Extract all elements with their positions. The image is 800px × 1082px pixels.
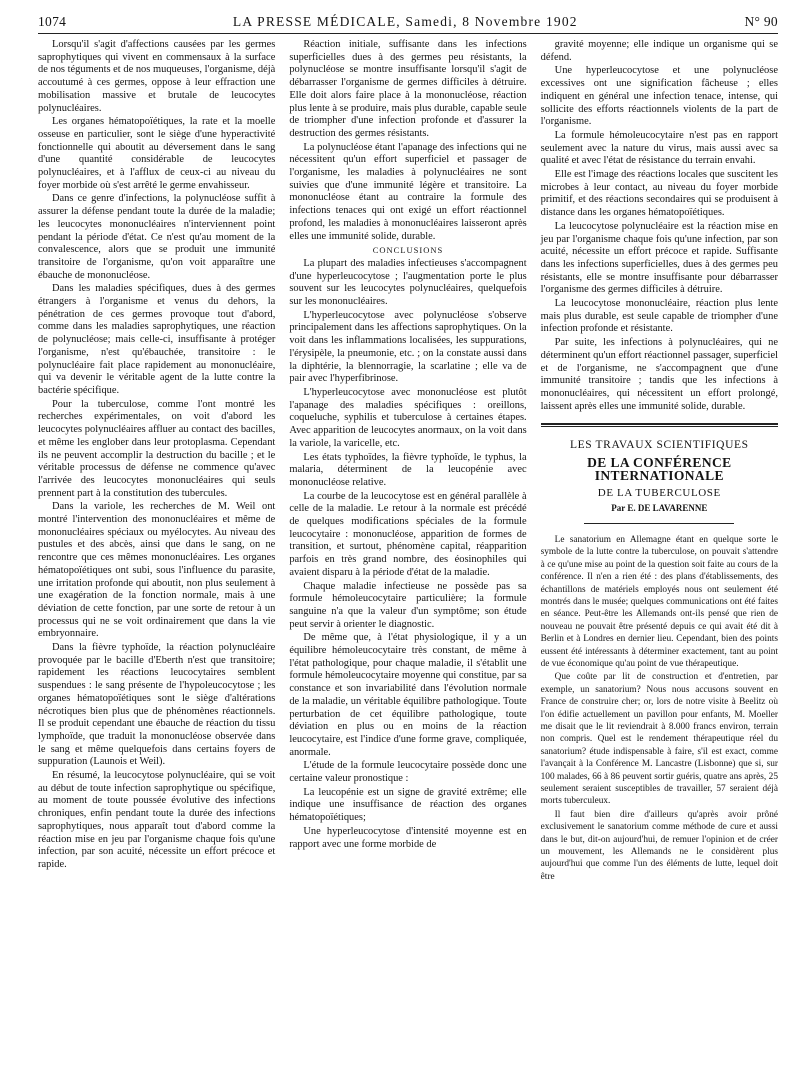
paragraph: L'hyperleucocytose avec polynucléose s'observe principalement dans les affections saprophytiques. On la voit dans les inflammations localisées, les suppurations, l'érysipèle, la pneumonie, etc. ; on la constate aussi dans la diphtérie, la blennorragie, la scarlatine ; elle va de pair avec l'hyperfibrinose. xyxy=(289,309,527,385)
article-rule-thick xyxy=(541,423,778,425)
article-kicker: LES TRAVAUX SCIENTIFIQUES xyxy=(570,439,749,452)
paragraph: Par suite, les infections à polynucléaires, qui ne déterminent qu'un effort réactionnel passager, superficiel et de l'organisme, ne s'accompagnent que d'une immunité transitoire ; tandis que les infections à mononucléaires, qui nécessitent un effort prolongé, laissent après elles une immunité solide, durable. xyxy=(540,337,778,412)
column-1 xyxy=(38,39,275,884)
paragraph: La formule hémoleucocytaire n'est pas en rapport seulement avec la nature du virus, mais aussi avec sa qualité et avec l'état de résistance du terrain envahi. xyxy=(540,129,778,167)
paragraph: Chaque maladie infectieuse ne possède pas sa formule hémoleucocytaire particulière; la formule sanguine n'a que la valeur d'un symptôme; son étude peut servir à orienter le diagnostic. xyxy=(289,580,527,630)
paragraph: Elle est l'image des réactions locales que suscitent les microbes à leur contact, au niveau du foyer morbide primitif, et des réactions secondaires qui se produisent à distance dans les organes hématopoïétiques. xyxy=(540,169,778,219)
paragraph: L'hyperleucocytose avec mononucléose est plutôt l'apanage des maladies spécifiques : oreillons, coqueluche, syphilis et tuberculose à certaines étapes. Avec apparition de leucocytes anormaux, on la voit dans la variole, la varicelle, etc. xyxy=(289,386,527,449)
article-block xyxy=(541,423,778,883)
paragraph: Pour la tuberculose, comme l'ont montré les recherches expérimentales, on voit d'abord les leucocytes polynucléaires affluer au contact des bacilles, et même les englober dans leur protoplasma. Cependant ils ne peuvent accomplir la destruction du bacille ; et le véritable processus de défense ne commence qu'avec l'arrivée des leucocytes mononucléaires qui seuls prennent part à la constitution des tubercules. xyxy=(38,398,276,499)
paragraph: Les états typhoïdes, la fièvre typhoïde, le typhus, la malaria, déterminent de la leucopénie avec mononucléose relative. xyxy=(289,451,527,488)
paragraph: La leucocytose mononucléaire, réaction plus lente mais plus durable, est seule capable de triompher d'une infection profonde et résistante. xyxy=(540,298,778,335)
paragraph: Les organes hématopoïétiques, la rate et la moelle osseuse en particulier, sont le siège d'une hyperactivité fonctionnelle qui aboutit au déversement dans le sang d'une quantité considérable de leucocytes polynucléaires, et à l'afflux de ceux-ci au niveau du foyer morbide où s'est arrêté le germe envahisseur. xyxy=(38,116,276,191)
column-2 xyxy=(289,39,526,884)
paragraph: Dans la fièvre typhoïde, la réaction polynucléaire provoquée par le bacille d'Eberth n'est que transitoire; rapidement les réactions leucocytaires semblent suspendues : le sang présente de l'hypoleucocytose ; les organes hématopoïétiques sont le siège d'altérations nécrotiques bien plus que de phénomènes réactionnels. Il se produit cependant une ébauche de réaction du tissu lymphoïde, que traduit la mononucléose observée dans le sang et même quelquefois dans certains foyers de suppuration (Launois et Weil). xyxy=(38,642,276,768)
columns xyxy=(38,39,778,884)
paragraph: La plupart des maladies infectieuses s'accompagnent d'une hyperleucocytose ; l'augmentation porte le plus souvent sur les leucocytes polynucléaires, quelquefois sur les mononucléaires. xyxy=(289,257,527,308)
article-rule-thin xyxy=(541,426,778,427)
article-paragraph: Que coûte par lit de construction et d'entretien, par exemple, un sanatorium? Nous nous accusons souvent en France de construire cher; or, lors de notre visite à Beelitz où l'on édifie actuellement un pavillon pour enfants, M. Moeller me disait que le lit reviendrait à 8.000 francs environ, terrain non compris. Quel est le rendement thérapeutique réel du sanatorium? étude indispensable à faire, s'il est exact, comme l'avançait à la Conférence M. Lancastre (Lisbonne) que si, sur 100 malades, 66 à 86 peuvent sortir guéris, quatre ans après, 25 seulement seraient susceptibles de travailler, 57 seraient déjà morts tuberculeux. xyxy=(540,672,778,807)
paragraph: La leucocytose polynucléaire est la réaction mise en jeu par l'organisme chaque fois qu'une infection, par son acuité, nécessite un effort précoce et rapide. Suffisante dans les infections superficielles, dues à des germes peu résistants, elle se montre insuffisante pour débarrasser l'organisme des germes difficiles à détruire. xyxy=(540,220,778,296)
paragraph: La courbe de la leucocytose est en général parallèle à celle de la maladie. Le retour à la normale est précédé de quelques modifications spéciales de la formule leucocytaire : mononucléose, apparition de formes de transition, et surtout, phénomène capital, réapparition parfois en très grand nombre, des éosinophiles qui avaient disparu à la période d'état de la maladie. xyxy=(289,490,527,578)
paragraph: La polynucléose étant l'apanage des infections qui ne nécessitent qu'un effort superficiel et passager de l'organisme, les maladies à polynucléaires ne sont suivies que d'une immunité légère et transitoire. La mononucléose étant au contraire la formule des infections tenaces qui ont exigé un effort réactionnel profond, les maladies à mononucléaires laisseront après elles une immunité solide, durable. xyxy=(289,141,527,242)
article-paragraph: Le sanatorium en Allemagne étant en quelque sorte le symbole de la lutte contre la tuberculose, on pouvait s'attendre à ce qu'une mise au point de la question soit faite au cours de la conférence. Il n'en a rien été : des plans d'établissements, des échantillons de matériels employés nous ont seulement été montrés dans le musée; quelques communications ont été faites en séance. Peut-être les Allemands ont-ils pensé que rien de nouveau ne pouvait être présenté depuis ce qui avait été dit à Berlin et à Londres en dernier lieu. Cependant, bien des points eussent été intéressants à déterminer exactement, tant au point de vue économique qu'au point de vue thérapeutique. xyxy=(540,534,778,669)
article-author: Par E. DE LAVARENNE xyxy=(611,503,708,514)
article-paragraph: Il faut bien dire d'ailleurs qu'après avoir prôné exclusivement le sanatorium comme méthode de cure et aussi dans le but, dit-on aujourd'hui, de remuer l'opinion et de créer un mouvement, les Allemands ne le considèrent plus aujourd'hui que comme l'un des éléments de lutte, lequel doit être xyxy=(540,809,778,882)
paragraph: La leucopénie est un signe de gravité extrême; elle indique une insuffisance de réaction des organes hématopoïétiques; xyxy=(289,786,527,824)
page-number: 1074 xyxy=(38,14,67,29)
paragraph: En résumé, la leucocytose polynucléaire, qui se voit au début de toute infection saprophytique ou spécifique, au moment de toute poussée évolutive des infections chroniques, enfin pendant toute la durée des infections saprophytiques, nous apparaît tout d'abord comme la réaction mise en jeu par l'organisme chaque fois qu'une infection, par son acuité, nécessite un effort précoce et rapide. xyxy=(38,770,276,870)
paragraph: gravité moyenne; elle indique un organisme qui se défend. xyxy=(540,39,778,63)
column-3 xyxy=(541,39,778,884)
header-rule xyxy=(38,33,778,34)
journal-title: LA PRESSE MÉDICALE, Samedi, 8 Novembre 1902 xyxy=(232,14,578,29)
paragraph: Dans les maladies spécifiques, dues à des germes étrangers à l'organisme et venus du dehors, la pénétration de ces germes provoque tout d'abord, comme dans les maladies saprophytiques, une réaction de polynucléose; mais celle-ci, insuffisante à protéger l'organisme, n'est qu'ébauchée, transitoire : le polynucléaire fait place rapidement au mononucléaire, qui va devenir le véritable agent de la lutte contre la bactérie spécifique. xyxy=(38,283,276,396)
paragraph: Lorsqu'il s'agit d'affections causées par les germes saprophytiques qui vivent en commensaux à la surface de nos téguments et de nos muqueuses, l'organisme, déjà accoutumé à ces germes, oppose à leur effraction une mobilisation massive et brutale de leucocytes polynucléaires. xyxy=(38,39,276,114)
paragraph: Une hyperleucocytose et une polynucléose excessives ont une signification fâcheuse ; elles indiquent en général une infection tenace, intense, qui sollicite des efforts réactionnels violents de la part de l'organisme. xyxy=(540,65,778,128)
article-title: DE LA CONFÉRENCE INTERNATIONALE xyxy=(587,455,732,483)
paragraph: Dans ce genre d'infections, la polynucléose suffit à assurer la défense pendant toute la durée de la maladie; les leucocytes mononucléaires n'interviennent point pendant la période d'état. Ce n'est qu'au moment de la convalescence, alors que se produit une immunité transitoire de l'organisme, qu'on voit apparaître une ébauche de mononucléose. xyxy=(38,193,276,281)
page-header xyxy=(38,14,778,30)
article-divider xyxy=(584,523,734,524)
paragraph: De même que, à l'état physiologique, il y a un équilibre hémoleucocytaire très constant, de même à l'état pathologique, pour chaque maladie, il s'établit une formule hémoleucocytaire moyenne qui constitue, par sa constance et son invariabilité dans l'évolution normale de la maladie, un véritable équilibre pathologique. Toute perturbation de cet équilibre pathologique, toute déviation en plus ou en moins de la réaction leucocytaire, est l'indice d'une forme grave, compliquée, anormale. xyxy=(289,632,527,758)
paragraph: Dans la variole, les recherches de M. Weil ont montré l'intervention des mononucléaires et même de mononucléaires spéciaux ou myélocytes. Au niveau des pustules et des abcès, ainsi que dans le sang, on ne rencontre que ces mêmes mononucléaires. Les organes hématopoïétiques ont subi, sous l'influence du parasite, une irritation profonde qui aboutit, non plus seulement à une exagération de la fonction normale, mais à une déviation de cette fonction, par une sorte de retour à un processus qui ne se voit ordinairement que dans la vie embryonnaire. xyxy=(38,501,276,640)
paragraph: Une hyperleucocytose d'intensité moyenne est en rapport avec une forme morbide de xyxy=(289,825,527,850)
paragraph: Réaction initiale, suffisante dans les infections superficielles dues à des germes peu résistants, la polynucléose se montre insuffisante lorsqu'il s'agit de débarrasser l'organisme de germes difficiles à détruire. Elle doit alors faire place à la mononucléose, réaction plus lente à se produire, mais plus durable, capable seule de triompher d'une infection profonde et d'assurer la destruction des germes résistants. xyxy=(289,39,527,139)
section-heading-conclusions: CONCLUSIONS xyxy=(372,245,444,256)
article-subtitle: DE LA TUBERCULOSE xyxy=(597,486,721,499)
issue-number: N° 90 xyxy=(744,14,778,29)
paragraph: L'étude de la formule leucocytaire possède donc une certaine valeur pronostique : xyxy=(289,760,527,785)
